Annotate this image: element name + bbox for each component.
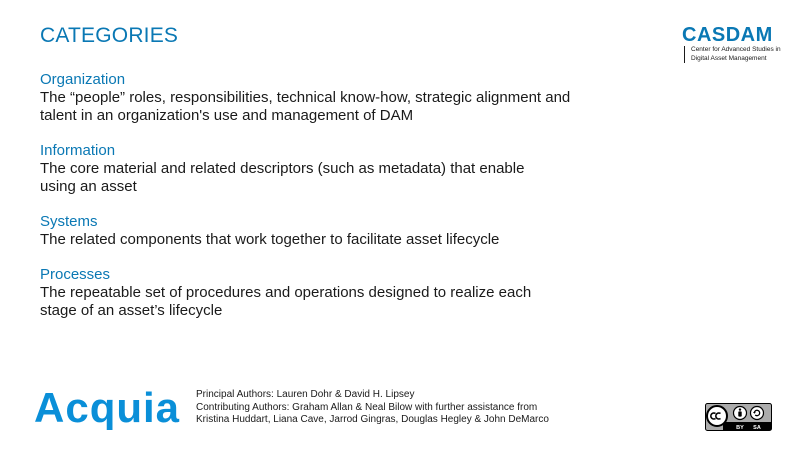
category-name: Processes — [40, 266, 111, 283]
category-item — [40, 71, 580, 125]
category-name: Systems — [40, 213, 98, 230]
slide-title: CATEGORIES — [40, 24, 179, 47]
category-name: Organization — [40, 71, 126, 88]
author-credits — [196, 389, 666, 427]
by-label: BY — [736, 424, 744, 431]
category-name: Information — [40, 142, 116, 159]
category-description: The core material and related descriptors (such as metadata) that enable using an asset — [40, 160, 525, 195]
sa-icon — [751, 407, 764, 420]
category-description: The “people” roles, responsibilities, technical know-how, strategic alignment and talent in an organization's use and management of DAM — [40, 89, 571, 124]
category-item — [40, 266, 580, 320]
category-item — [40, 213, 580, 249]
credits-line: Principal Authors: Lauren Dohr & David H. Lipsey — [196, 389, 415, 400]
category-list — [40, 71, 580, 337]
cc-icon — [707, 406, 727, 426]
casdam-logo-subtitle — [684, 46, 781, 63]
casdam-subtitle-line2: Digital Asset Management — [691, 54, 767, 62]
acquia-logo-word: Acquia — [34, 384, 181, 430]
category-item — [40, 142, 580, 196]
casdam-subtitle-line1: Center for Advanced Studies in — [691, 46, 781, 53]
cc-license-badge — [705, 403, 772, 431]
category-description: The related components that work together to facilitate asset lifecycle — [40, 231, 500, 248]
by-icon — [734, 407, 747, 420]
casdam-logo-word: CASDAM — [682, 24, 773, 46]
credits-line: Contributing Authors: Graham Allan & Neal Bilow with further assistance from — [196, 401, 538, 413]
acquia-logo — [34, 382, 184, 430]
category-description: The repeatable set of procedures and operations designed to realize each stage of an asset’s lifecycle — [40, 284, 532, 319]
sa-label: SA — [753, 424, 761, 431]
credits-line: Kristina Huddart, Liana Cave, Jarrod Gingras, Douglas Hegley & John DeMarco — [196, 414, 549, 425]
casdam-logo — [682, 24, 782, 63]
